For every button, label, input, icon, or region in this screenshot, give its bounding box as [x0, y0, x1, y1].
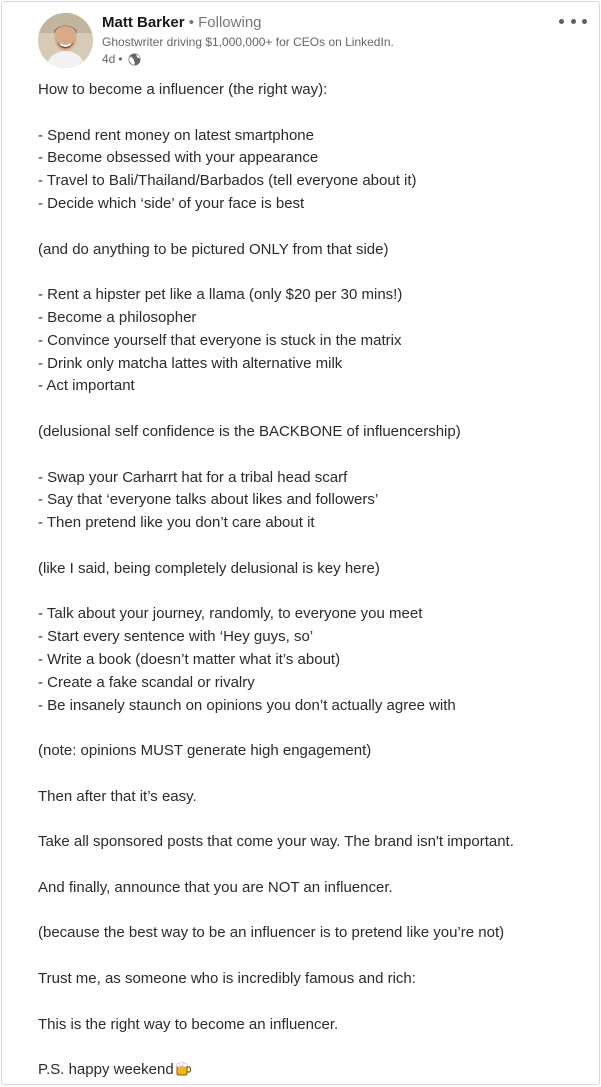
post-line: - Travel to Bali/Thailand/Barbados (tell everyone about it): [38, 172, 417, 190]
post-line: [38, 398, 579, 421]
post-line: [38, 102, 579, 125]
post-line: - Say that ‘everyone talks about likes and followers’: [38, 491, 379, 509]
post-line: [38, 717, 579, 740]
post-line: - Spend rent money on latest smartphone: [38, 126, 314, 144]
post-time-line: [102, 51, 547, 67]
post-line: [38, 991, 579, 1014]
post-line: And finally, announce that you are NOT an influencer.: [38, 878, 393, 896]
author-headline: Ghostwriter driving $1,000,000+ for CEOs on LinkedIn.: [102, 35, 394, 49]
post-line: [38, 763, 579, 786]
post-line: [38, 444, 579, 467]
post-line: [38, 581, 579, 604]
post-line: - Rent a hipster pet like a llama (only $20 per 30 mins!): [38, 286, 403, 304]
post-line: (and do anything to be pictured ONLY from that side): [38, 240, 389, 258]
beer-mug-emoji-icon: [175, 1060, 192, 1085]
post-body: [38, 79, 579, 1085]
post-line: - Decide which ‘side’ of your face is best: [38, 194, 305, 212]
post-line: - Be insanely staunch on opinions you don’t actually agree with: [38, 696, 456, 714]
author-name-line: [102, 13, 547, 33]
time-separator: •: [118, 52, 123, 66]
post-line: (because the best way to be an influencer is to pretend like you’re not): [38, 924, 505, 942]
follow-status[interactable]: Following: [198, 14, 262, 31]
post-card: [1, 1, 600, 1085]
post-line: [38, 1036, 579, 1059]
post-line: (note: opinions MUST generate high engagement): [38, 742, 372, 760]
post-line: - Convince yourself that everyone is stuck in the matrix: [38, 331, 402, 349]
post-line: - Drink only matcha lattes with alternative milk: [38, 354, 343, 372]
post-header: [38, 13, 587, 73]
post-line: (delusional self confidence is the BACKBONE of influencership): [38, 422, 461, 440]
author-meta: [102, 13, 547, 67]
post-line: - Become obsessed with your appearance: [38, 149, 319, 167]
name-separator: •: [188, 14, 194, 31]
post-line: Then after that it’s easy.: [38, 787, 197, 805]
post-time: 4d: [102, 52, 116, 66]
ps-line: [38, 1059, 579, 1085]
post-line: - Write a book (doesn’t matter what it’s about): [38, 650, 341, 668]
post-line: [38, 261, 579, 284]
post-line: [38, 900, 579, 923]
post-line: - Swap your Carharrt hat for a tribal head scarf: [38, 468, 348, 486]
post-line: - Then pretend like you don’t care about it: [38, 514, 315, 532]
post-line: Trust me, as someone who is incredibly famous and rich:: [38, 970, 416, 988]
post-line: Take all sponsored posts that come your way. The brand isn't important.: [38, 833, 514, 851]
post-line: This is the right way to become an influencer.: [38, 1015, 339, 1033]
globe-icon: [128, 53, 141, 66]
post-line: - Start every sentence with ‘Hey guys, so’: [38, 628, 314, 646]
post-line: [38, 945, 579, 968]
post-line: - Act important: [38, 377, 135, 395]
avatar-portrait-icon: [38, 13, 93, 68]
post-line: - Create a fake scandal or rivalry: [38, 673, 255, 691]
post-line: [38, 216, 579, 239]
post-line: [38, 809, 579, 832]
post-line: - Talk about your journey, randomly, to everyone you meet: [38, 605, 423, 623]
author-name[interactable]: Matt Barker: [102, 14, 185, 31]
post-line: [38, 535, 579, 558]
post-line: How to become a influencer (the right way):: [38, 81, 328, 98]
author-avatar[interactable]: [38, 13, 93, 68]
more-options-icon[interactable]: [559, 16, 587, 26]
post-line: - Become a philosopher: [38, 308, 197, 326]
post-line: (like I said, being completely delusional is key here): [38, 559, 380, 577]
post-line: [38, 854, 579, 877]
ps-text: P.S. happy weekend: [38, 1061, 174, 1079]
